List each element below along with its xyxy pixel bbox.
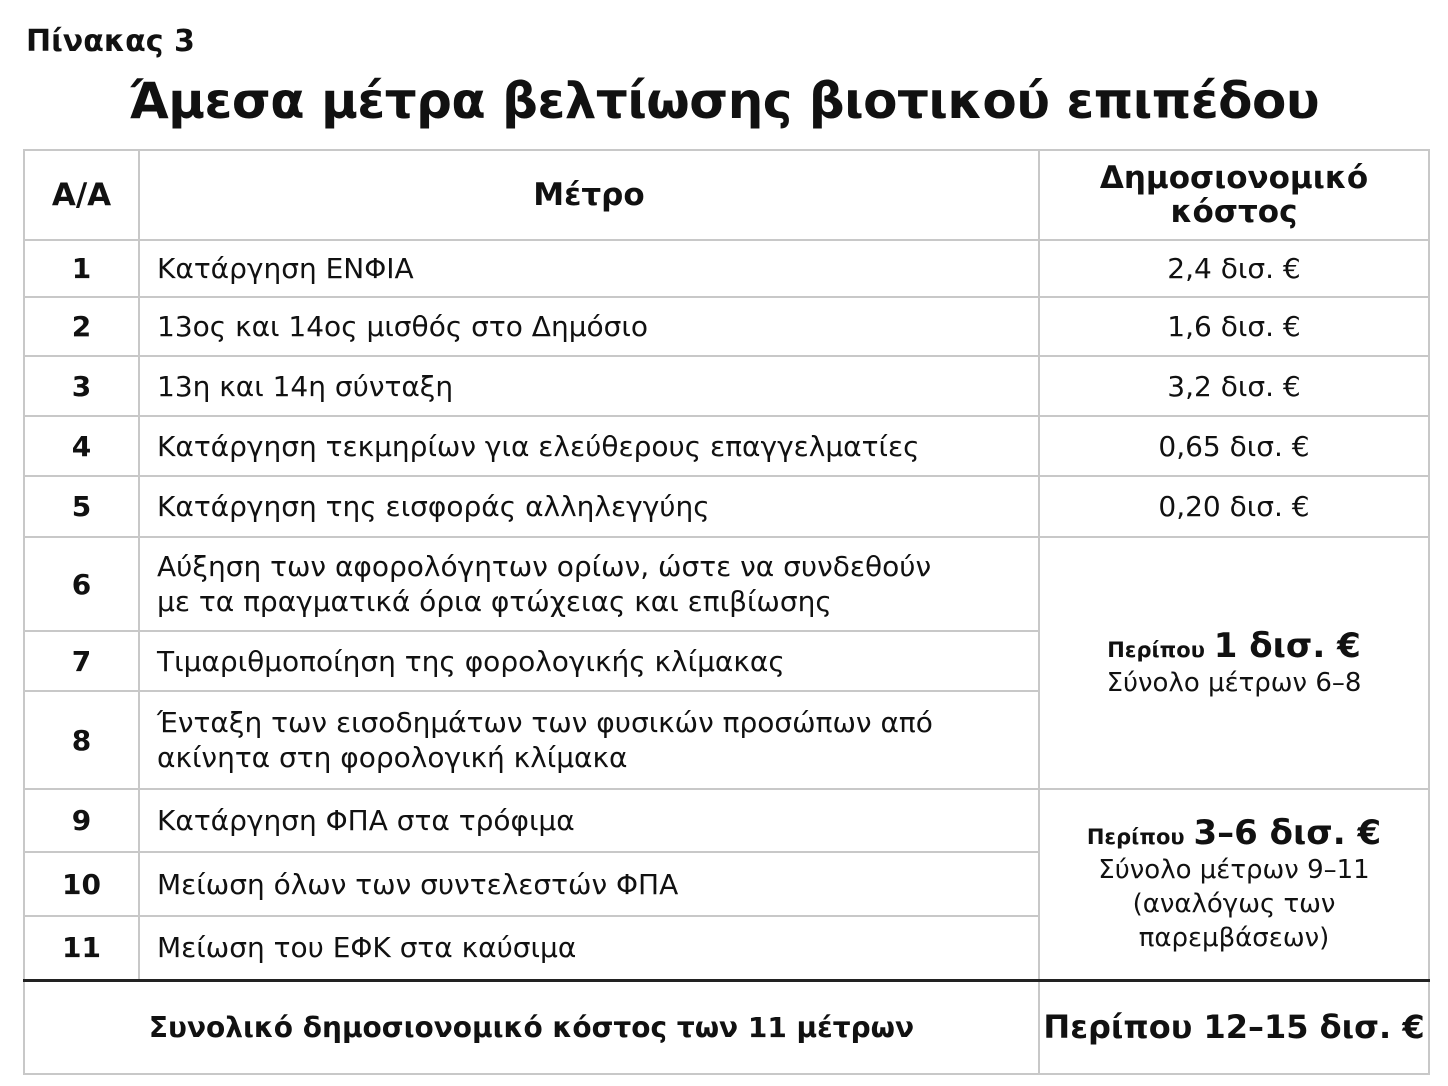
approx-label: Περίπου [1107, 638, 1205, 662]
header-row [24, 150, 1429, 240]
measure-line: με τα πραγματικά όρια φτώχειας και επιβίωσης [157, 585, 832, 618]
row-number: 10 [24, 852, 139, 916]
group-value: 3–6 δισ. € [1193, 813, 1382, 854]
row-number: 1 [24, 240, 139, 297]
measure-cell: Κατάργηση ΕΝΦΙΑ [139, 240, 1039, 297]
header-cost: Δημοσιονομικό κόστος [1039, 150, 1429, 240]
row-number: 2 [24, 297, 139, 356]
page-title: Άμεσα μέτρα βελτίωσης βιοτικού επιπέδου [128, 72, 1320, 130]
row-number: 7 [24, 631, 139, 691]
approx-label: Περίπου [1086, 825, 1185, 850]
group-note: Σύνολο μέτρων 6–8 [1106, 668, 1362, 698]
row-number: 5 [24, 476, 139, 537]
header-aa: Α/Α [24, 150, 139, 240]
measure-cell: Κατάργηση τεκμηρίων για ελεύθερους επαγγελματίες [139, 416, 1039, 476]
measure-line: Αύξηση των αφορολόγητων ορίων, ώστε να συνδεθούν [157, 550, 932, 583]
row-number: 8 [24, 691, 139, 789]
measure-cell: Μείωση όλων των συντελεστών ΦΠΑ [139, 852, 1039, 916]
measure-cell [139, 537, 1039, 631]
row-number: 11 [24, 916, 139, 980]
total-row [24, 980, 1429, 1074]
cost-cell: 2,4 δισ. € [1039, 240, 1429, 297]
group-cost-9-11 [1039, 789, 1429, 980]
measures-table [23, 149, 1430, 1075]
row-number: 6 [24, 537, 139, 631]
table-row [24, 356, 1429, 416]
cost-cell: 0,20 δισ. € [1039, 476, 1429, 537]
table-row [24, 476, 1429, 537]
header-measure: Μέτρο [139, 150, 1039, 240]
measure-cell: 13ος και 14ος μισθός στο Δημόσιο [139, 297, 1039, 356]
measure-cell: Μείωση του ΕΦΚ στα καύσιμα [139, 916, 1039, 980]
table-row [24, 537, 1429, 631]
measure-line: Ένταξη των εισοδημάτων των φυσικών προσώπων από [157, 706, 933, 739]
cost-cell: 1,6 δισ. € [1039, 297, 1429, 356]
group-note: Σύνολο μέτρων 9–11 [1098, 855, 1370, 886]
measure-cell: Κατάργηση της εισφοράς αλληλεγγύης [139, 476, 1039, 537]
total-value: Περίπου 12–15 δισ. € [1039, 980, 1429, 1074]
group-cost-6-8 [1039, 537, 1429, 789]
measure-cell [139, 691, 1039, 789]
table-row [24, 240, 1429, 297]
table-row [24, 297, 1429, 356]
row-number: 4 [24, 416, 139, 476]
measure-cell: 13η και 14η σύνταξη [139, 356, 1039, 416]
measure-line: ακίνητα στη φορολογική κλίμακα [157, 741, 628, 774]
table-label: Πίνακας 3 [26, 24, 195, 59]
cost-cell: 3,2 δισ. € [1039, 356, 1429, 416]
row-number: 3 [24, 356, 139, 416]
row-number: 9 [24, 789, 139, 852]
measure-cell: Τιμαριθμοποίηση της φορολογικής κλίμακας [139, 631, 1039, 691]
group-note: (αναλόγως των παρεμβάσεων) [1132, 889, 1336, 954]
table-row [24, 416, 1429, 476]
table-row [24, 789, 1429, 852]
cost-cell: 0,65 δισ. € [1039, 416, 1429, 476]
total-label: Συνολικό δημοσιονομικό κόστος των 11 μέτρων [24, 980, 1039, 1074]
group-value: 1 δισ. € [1213, 626, 1361, 666]
measure-cell: Κατάργηση ΦΠΑ στα τρόφιμα [139, 789, 1039, 852]
